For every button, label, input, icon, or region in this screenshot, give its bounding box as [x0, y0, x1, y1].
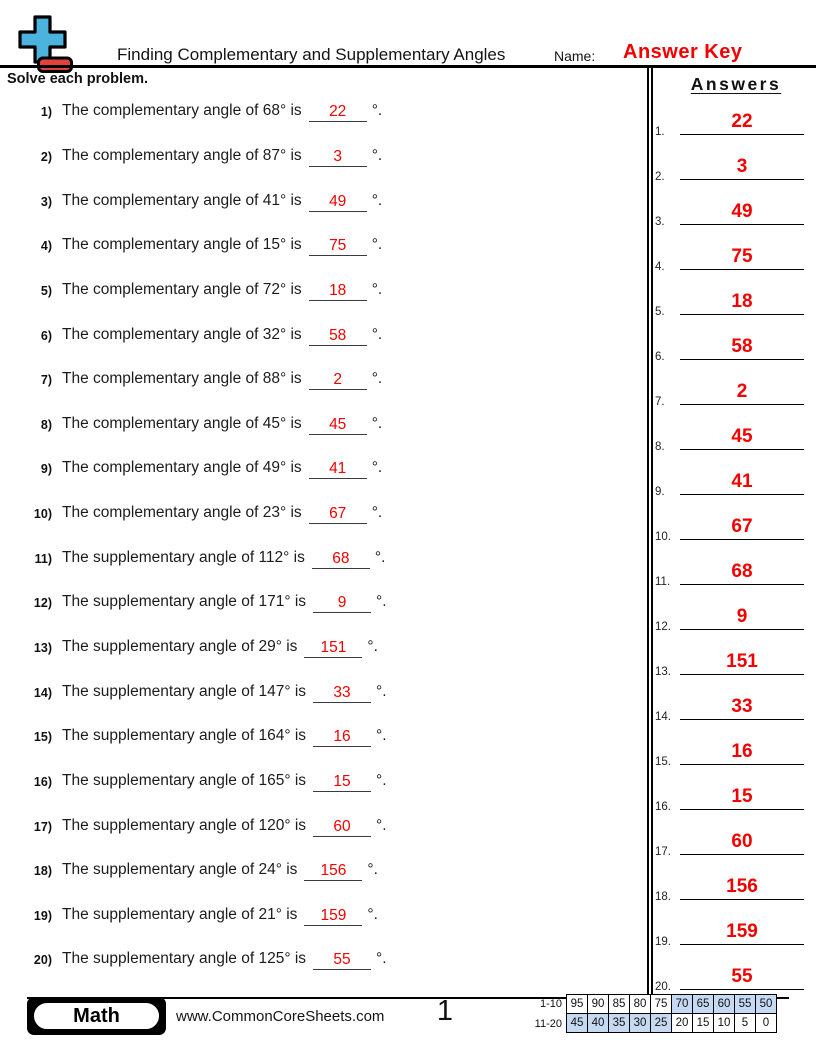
answer-key-value: 9 [736, 606, 748, 627]
answer-key-value: 15 [731, 786, 753, 807]
problem-number: 6) [40, 328, 52, 343]
problem-text-before: The complementary angle of 15° is [62, 236, 302, 254]
problem-row [22, 849, 632, 894]
answer-line [680, 404, 804, 405]
answer-blank [304, 861, 362, 881]
answer-number: 4. [655, 261, 665, 273]
problem-text [62, 906, 378, 926]
header-rule [0, 65, 816, 68]
answer-number: 16. [655, 801, 671, 813]
answer-value: 60 [333, 817, 351, 835]
problem-text-before: The complementary angle of 32° is [62, 325, 302, 343]
problem-text-before: The complementary angle of 68° is [62, 102, 302, 120]
answer-row [652, 278, 812, 323]
answer-row [652, 98, 812, 143]
answer-line [680, 854, 804, 855]
answer-value: 2 [333, 371, 342, 389]
problem-number: 4) [40, 239, 52, 254]
grading-score-cell: 30 [629, 1013, 651, 1033]
answer-row [652, 368, 812, 413]
answer-key-value: 156 [726, 876, 758, 897]
answer-key-value: 75 [731, 246, 753, 267]
answer-row [652, 818, 812, 863]
answer-number: 17. [655, 846, 671, 858]
grading-score-cell: 75 [650, 994, 672, 1014]
grading-score-cell: 55 [734, 994, 756, 1014]
answer-row [652, 413, 812, 458]
answer-row [652, 863, 812, 908]
problem-number: 1) [40, 105, 52, 120]
answer-number: 18. [655, 891, 671, 903]
answer-value: 33 [333, 683, 351, 701]
answer-blank [313, 950, 371, 970]
problem-row [22, 358, 632, 403]
problem-text [62, 504, 382, 524]
answer-line [680, 314, 804, 315]
problem-text-before: The supplementary angle of 165° is [62, 771, 307, 789]
answer-number: 5. [655, 306, 665, 318]
page-number: 1 [436, 995, 454, 1027]
answer-key-value: 16 [731, 741, 753, 762]
answer-key-value: 58 [731, 336, 753, 357]
problem-text [62, 459, 382, 479]
answer-blank [313, 593, 371, 613]
problem-number: 18) [33, 864, 52, 879]
problem-row [22, 224, 632, 269]
answer-row [652, 683, 812, 728]
problem-text-before: The complementary angle of 49° is [62, 459, 302, 477]
answer-number: 10. [655, 531, 671, 543]
answer-key-value: 60 [731, 831, 753, 852]
answer-value: 49 [329, 192, 347, 210]
answer-number: 7. [655, 396, 665, 408]
answer-value: 156 [320, 862, 347, 880]
answer-value: 151 [320, 639, 347, 656]
answer-number: 8. [655, 441, 665, 453]
problem-text-before: The supplementary angle of 164° is [62, 727, 307, 745]
problem-text [62, 192, 382, 212]
problem-text [62, 861, 378, 881]
answer-number: 15. [655, 756, 671, 768]
problem-row [22, 313, 632, 358]
problem-text-after: °. [371, 414, 383, 432]
answer-line [680, 134, 804, 135]
answer-key-value: 49 [731, 201, 753, 222]
grading-score-cell: 40 [587, 1013, 609, 1033]
answer-line [680, 269, 804, 270]
problem-text-after: °. [376, 816, 387, 834]
website-url: www.CommonCoreSheets.com [176, 1008, 385, 1025]
answer-line [680, 359, 804, 360]
problem-text-after: °. [371, 280, 383, 298]
answer-value: 159 [320, 906, 347, 924]
math-brand-label: Math [32, 1001, 161, 1031]
answer-line [680, 584, 804, 585]
answer-row [652, 188, 812, 233]
problem-text-before: The supplementary angle of 147° is [62, 682, 307, 700]
grading-score-cell: 0 [755, 1013, 777, 1033]
grading-score-cell: 90 [587, 994, 609, 1014]
answer-row [652, 548, 812, 593]
problem-row [22, 715, 632, 760]
problem-text [62, 326, 382, 346]
grading-score-cell: 60 [713, 994, 735, 1014]
problem-text-after: °. [371, 236, 383, 254]
answer-blank [309, 370, 367, 390]
answer-blank [313, 683, 371, 703]
answer-line [680, 539, 804, 540]
grading-score-cell: 20 [671, 1013, 693, 1033]
grading-table-row [531, 994, 777, 1014]
answer-key-value: 159 [726, 921, 758, 942]
problems-list [22, 90, 632, 983]
problem-text [62, 593, 387, 613]
answer-line [680, 944, 804, 945]
problem-number: 3) [40, 194, 52, 209]
grading-score-cell: 95 [566, 994, 588, 1014]
answer-row [652, 953, 812, 998]
problem-number: 11) [34, 551, 52, 566]
answer-value: 16 [333, 728, 351, 746]
problem-text-before: The complementary angle of 41° is [62, 191, 302, 209]
grading-row-label: 11-20 [534, 1018, 562, 1030]
problem-text-before: The complementary angle of 87° is [62, 146, 302, 164]
problem-number: 2) [40, 149, 52, 164]
problem-text-after: °. [371, 504, 383, 522]
answer-line [680, 989, 804, 990]
problem-number: 10) [33, 507, 52, 522]
name-label: Name: [554, 48, 596, 64]
answer-row [652, 143, 812, 188]
answer-blank [304, 638, 362, 658]
problem-text [62, 727, 387, 747]
answer-value: 45 [329, 415, 347, 433]
answer-value: 58 [329, 326, 347, 344]
answer-key-value: 33 [731, 696, 753, 717]
problem-text-before: The supplementary angle of 29° is [62, 638, 298, 655]
answer-value: 55 [333, 951, 351, 969]
grading-score-cell: 85 [608, 994, 630, 1014]
problem-row [22, 581, 632, 626]
answer-number: 1. [655, 126, 665, 138]
answer-value: 15 [333, 772, 351, 790]
problem-text-after: °. [376, 771, 387, 789]
answer-number: 2. [655, 171, 665, 183]
answer-number: 6. [655, 351, 665, 363]
problem-text [62, 549, 385, 569]
problem-row [22, 269, 632, 314]
answer-blank [309, 147, 367, 167]
answers-list [652, 98, 812, 998]
problem-text-before: The supplementary angle of 171° is [62, 593, 307, 611]
answer-line [680, 719, 804, 720]
problem-text [62, 236, 382, 256]
problem-text-after: °. [371, 370, 383, 388]
answer-value: 3 [333, 147, 342, 165]
answer-row [652, 593, 812, 638]
answer-blank [309, 192, 367, 212]
answer-key-value: 151 [726, 651, 758, 672]
answer-key-value: 45 [731, 426, 753, 447]
problem-text-before: The supplementary angle of 112° is [62, 548, 305, 566]
problem-text-after: °. [374, 548, 386, 566]
problem-row [22, 90, 632, 135]
grading-score-cell: 15 [692, 1013, 714, 1033]
problem-text [62, 281, 382, 301]
answer-line [680, 809, 804, 810]
problem-row [22, 670, 632, 715]
problem-text [62, 950, 387, 970]
answer-row [652, 233, 812, 278]
answer-blank [313, 727, 371, 747]
answer-blank [312, 549, 370, 569]
answer-blank [313, 817, 371, 837]
problem-number: 17) [33, 819, 52, 834]
problem-text [62, 102, 382, 122]
problem-number: 20) [33, 953, 52, 968]
grading-score-cell: 45 [566, 1013, 588, 1033]
answer-row [652, 323, 812, 368]
answer-key-value: 22 [731, 111, 753, 132]
answer-number: 19. [655, 936, 671, 948]
problem-text [62, 683, 387, 703]
problem-text-before: The complementary angle of 88° is [62, 370, 302, 388]
problem-text-before: The supplementary angle of 24° is [62, 861, 298, 879]
worksheet-title: Finding Complementary and Supplementary Angles [117, 45, 506, 64]
answer-blank [304, 906, 362, 926]
problem-text-after: °. [371, 459, 383, 477]
problem-text-before: The supplementary angle of 125° is [62, 950, 307, 968]
answer-number: 20. [655, 981, 671, 993]
answer-blank [309, 102, 367, 122]
answer-row [652, 728, 812, 773]
problem-text [62, 817, 387, 837]
problem-number: 8) [40, 417, 52, 432]
problem-text-before: The complementary angle of 72° is [62, 280, 302, 298]
problem-text-after: °. [376, 727, 387, 745]
answer-number: 14. [655, 711, 671, 723]
answer-value: 22 [329, 103, 347, 121]
answer-key-label: Answer Key [623, 41, 743, 63]
answer-blank [309, 236, 367, 256]
answer-key-value: 67 [731, 516, 753, 537]
answer-number: 9. [655, 486, 665, 498]
answer-value: 75 [329, 237, 347, 255]
problem-number: 7) [40, 373, 52, 388]
problem-row [22, 894, 632, 939]
problem-row [22, 938, 632, 983]
problem-number: 16) [33, 774, 52, 789]
grading-score-cell: 35 [608, 1013, 630, 1033]
grading-table [531, 994, 777, 1034]
problem-text [62, 147, 382, 167]
answer-row [652, 908, 812, 953]
problem-text-before: The complementary angle of 23° is [62, 504, 302, 522]
answer-number: 3. [655, 216, 665, 228]
answer-row [652, 458, 812, 503]
answer-line [680, 899, 804, 900]
problem-text-after: °. [371, 102, 383, 120]
answer-row [652, 638, 812, 683]
answer-blank [309, 326, 367, 346]
answer-blank [309, 459, 367, 479]
answer-value: 41 [329, 460, 347, 478]
answer-value: 68 [332, 549, 350, 567]
problem-text-after: °. [367, 905, 378, 923]
answer-line [680, 179, 804, 180]
grading-table-row [531, 1014, 777, 1034]
problem-text [62, 772, 387, 792]
answer-line [680, 764, 804, 765]
grading-score-cell: 65 [692, 994, 714, 1014]
problem-text-before: The supplementary angle of 21° is [62, 905, 298, 923]
answer-value: 9 [337, 594, 347, 612]
answer-value: 67 [329, 505, 347, 523]
answer-number: 11. [655, 576, 671, 588]
grading-score-cell: 70 [671, 994, 693, 1014]
problem-number: 13) [33, 641, 52, 655]
answer-blank [309, 504, 367, 524]
grading-row-label: 1-10 [539, 998, 562, 1010]
problem-text-after: °. [376, 950, 387, 968]
answer-blank [313, 772, 371, 792]
problem-text-after: °. [367, 861, 378, 879]
answer-blank [309, 281, 367, 301]
answer-row [652, 503, 812, 548]
problem-row [22, 760, 632, 805]
answer-number: 12. [655, 621, 671, 633]
problem-row [22, 626, 632, 671]
problem-text [62, 415, 382, 435]
answer-key-value: 55 [731, 966, 753, 987]
answers-heading: Answers [690, 74, 782, 94]
math-brand-badge [27, 997, 166, 1035]
instructions-text: Solve each problem. [7, 71, 149, 87]
answer-line [680, 449, 804, 450]
problem-text-after: °. [376, 593, 387, 611]
answer-line [680, 494, 804, 495]
problem-text-after: °. [367, 638, 378, 655]
problem-number: 19) [33, 908, 52, 923]
problem-text-after: °. [371, 146, 383, 164]
problem-row [22, 402, 632, 447]
answer-number: 13. [655, 666, 671, 678]
problem-number: 12) [33, 596, 52, 611]
problem-text [62, 370, 382, 390]
answer-line [680, 224, 804, 225]
problem-text-after: °. [376, 682, 387, 700]
problem-number: 15) [33, 730, 52, 745]
problem-text-after: °. [371, 191, 383, 209]
grading-score-cell: 5 [734, 1013, 756, 1033]
problem-number: 9) [40, 462, 52, 477]
answer-value: 18 [329, 281, 347, 299]
answer-blank [309, 415, 367, 435]
problem-row [22, 804, 632, 849]
problem-text-after: °. [371, 325, 383, 343]
problem-row [22, 179, 632, 224]
problem-text [62, 638, 378, 658]
answer-key-value: 2 [736, 381, 748, 402]
answer-row [652, 773, 812, 818]
problem-number: 5) [40, 283, 52, 298]
answer-line [680, 629, 804, 630]
problem-text-before: The complementary angle of 45° is [62, 414, 302, 432]
answer-key-value: 18 [731, 291, 753, 312]
problem-row [22, 135, 632, 180]
answer-key-value: 68 [731, 561, 753, 582]
problem-row [22, 447, 632, 492]
grading-score-cell: 50 [755, 994, 777, 1014]
problem-number: 14) [33, 685, 52, 700]
answer-line [680, 674, 804, 675]
problem-row [22, 492, 632, 537]
grading-score-cell: 25 [650, 1013, 672, 1033]
grading-score-cell: 80 [629, 994, 651, 1014]
answer-key-value: 3 [736, 156, 748, 177]
grading-score-cell: 10 [713, 1013, 735, 1033]
problem-row [22, 536, 632, 581]
answer-key-value: 41 [731, 471, 753, 492]
problem-text-before: The supplementary angle of 120° is [62, 816, 307, 834]
